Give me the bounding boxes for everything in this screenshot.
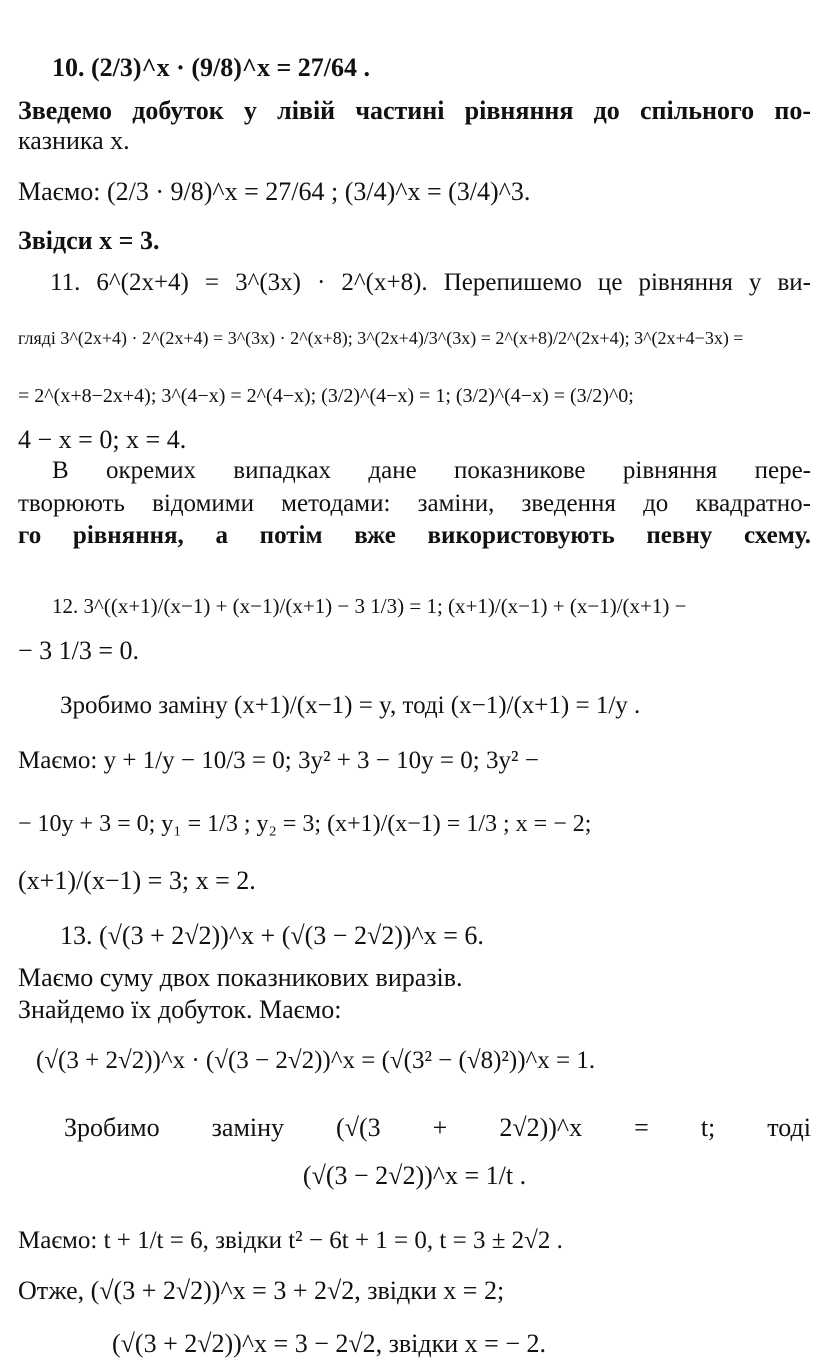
problem-12-line-2: − 3 1/3 = 0. bbox=[18, 636, 140, 665]
problem-12-line-5: (x+1)/(x−1) = 3; x = 2. bbox=[18, 866, 256, 895]
problem-11-line-2: гляді 3^(2x+4) · 2^(2x+4) = 3^(3x) · 2^(x+8); 3^(2x+4)/3^(3x) = 2^(x+8)/2^(2x+4); 3^(2x+4−3x) = bbox=[18, 328, 744, 348]
problem-13-product: (√(3 + 2√2))^x · (√(3 − 2√2))^x = (√(3² − (√8)²))^x = 1. bbox=[36, 1047, 596, 1074]
problem-13-solution: Маємо: t + 1/t = 6, звідки t² − 6t + 1 = 0, t = 3 ± 2√2 . bbox=[18, 1227, 563, 1254]
problem-10-solution: Маємо: (2/3 · 9/8)^x = 27/64 ; (3/4)^x = (3/4)^3. bbox=[18, 177, 531, 206]
problem-10-answer: Звідси x = 3. bbox=[18, 226, 160, 255]
problem-13-substitution-2: (√(3 − 2√2))^x = 1/t . bbox=[302, 1161, 527, 1190]
problem-12-line-4: − 10y + 3 = 0; y₁ = 1/3 ; y₂ = 3; (x+1)/(x−1) = 1/3 ; x = − 2; bbox=[18, 811, 592, 837]
problem-11-line-3: = 2^(x+8−2x+4); 3^(4−x) = 2^(4−x); (3/2)^(4−x) = 1; (3/2)^(4−x) = (3/2)^0; bbox=[18, 385, 634, 407]
problem-11-line-1: 11. 6^(2x+4) = 3^(3x) · 2^(x+8). Перепишемо це рівняння у ви- bbox=[50, 269, 811, 296]
intro-line-3: го рівняння, а потім вже використовують певну схему. bbox=[18, 522, 811, 549]
intro-line-1: В окремих випадках дане показникове рівняння пере- bbox=[52, 457, 811, 484]
problem-13-text-line-2: Знайдемо їх добуток. Маємо: bbox=[18, 995, 342, 1024]
problem-12-line-1: 12. 3^((x+1)/(x−1) + (x−1)/(x+1) − 3 1/3) = 1; (x+1)/(x−1) + (x−1)/(x+1) − bbox=[52, 594, 687, 618]
intro-line-2: творюють відомими методами: заміни, зведення до квадратно- bbox=[18, 490, 811, 517]
problem-13-answer-1: Отже, (√(3 + 2√2))^x = 3 + 2√2, звідки x = 2; bbox=[18, 1276, 505, 1305]
problem-10-text-line-2: казника x. bbox=[18, 126, 130, 155]
problem-13-answer-2: (√(3 + 2√2))^x = 3 − 2√2, звідки x = − 2. bbox=[112, 1329, 547, 1358]
problem-12-line-3: Маємо: y + 1/y − 10/3 = 0; 3y² + 3 − 10y = 0; 3y² − bbox=[18, 747, 539, 774]
problem-13-equation: 13. (√(3 + 2√2))^x + (√(3 − 2√2))^x = 6. bbox=[60, 921, 484, 950]
problem-13-substitution-1: Зробимо заміну (√(3 + 2√2))^x = t; тоді bbox=[64, 1113, 811, 1142]
problem-11-line-4: 4 − x = 0; x = 4. bbox=[18, 425, 187, 454]
problem-10-text-line-1: Зведемо добуток у лівій частині рівняння до спільного по- bbox=[18, 96, 811, 125]
problem-13-text-line-1: Маємо суму двох показникових виразів. bbox=[18, 963, 463, 992]
problem-12-substitution: Зробимо заміну (x+1)/(x−1) = y, тоді (x−1)/(x+1) = 1/y . bbox=[60, 692, 641, 719]
problem-10-equation: 10. (2/3)^x · (9/8)^x = 27/64 . bbox=[52, 53, 371, 82]
